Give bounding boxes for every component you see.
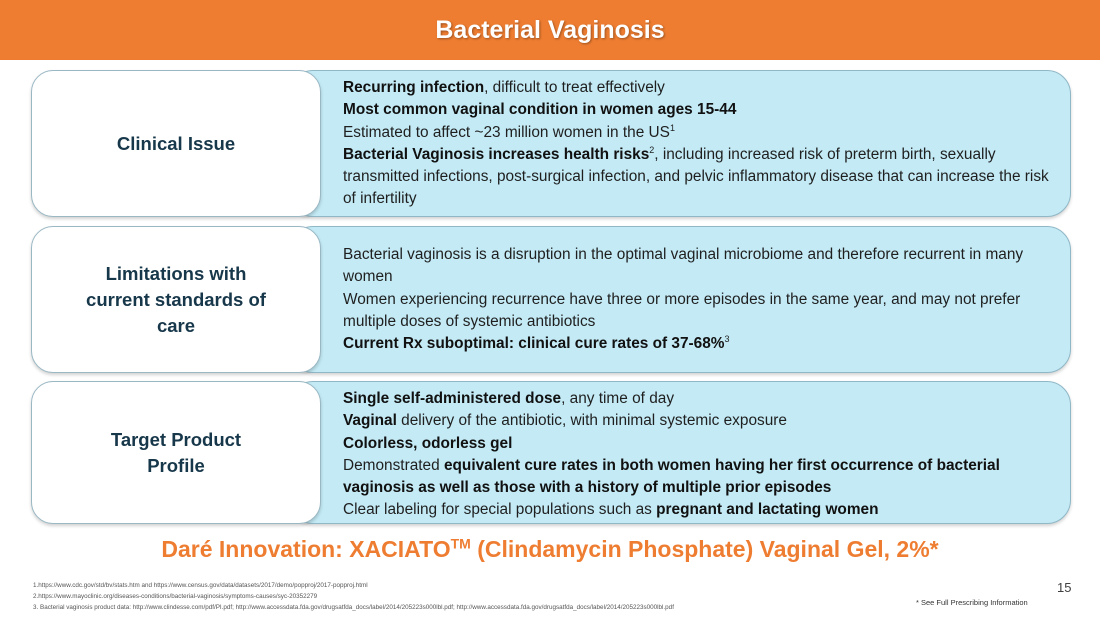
bullet-text: Bacterial vaginosis is a disruption in the optimal vaginal microbiome and therefore recurrent in many women bbox=[343, 246, 1024, 286]
bullet-text: , including increased risk of preterm birth, sexually transmitted infections, post-surgical infection, and pelvic inflammatory disease that can increase the risk of infertility bbox=[343, 145, 1049, 208]
bullet-text: , any time of day bbox=[561, 390, 675, 407]
bullet-text: Women experiencing recurrence have three or more episodes in the same year, and may not prefer multiple doses of systemic antibiotics bbox=[343, 290, 1021, 330]
bullet-text: Estimated to affect ~23 million women in the US bbox=[343, 123, 670, 141]
bullet-text: Clear labeling for special populations such as bbox=[343, 501, 657, 519]
row-limitations bbox=[31, 226, 1071, 373]
title-banner bbox=[0, 0, 1100, 60]
bullet-item bbox=[310, 99, 1060, 121]
row-label: Limitations with current standards of care bbox=[86, 262, 266, 336]
footnotes bbox=[33, 580, 893, 613]
row-label: Clinical Issue bbox=[116, 132, 236, 154]
bullet-item bbox=[310, 455, 1060, 500]
row-label: Target Product Profile bbox=[110, 428, 242, 476]
footnote: 3. Bacterial vaginosis product data: http://www.clindesse.com/pdf/PI.pdf; http://www.accessdata.fda.gov/drugsatfda_docs/label/2014/205223s000lbl.pdf; http://www.accessdata.fda.gov/drugsatfda_docs/label/2014/205223s000lbl.pdf bbox=[33, 604, 674, 611]
row-clinical-issue bbox=[31, 70, 1071, 217]
bullet-text: equivalent cure rates in both women having her first occurrence of bacterial vaginosis as well as those with a history of multiple prior episodes bbox=[343, 456, 1000, 497]
footnote: 2.https://www.mayoclinic.org/diseases-conditions/bacterial-vaginosis/symptoms-causes/syc-20352279 bbox=[33, 593, 318, 600]
label-card bbox=[31, 70, 321, 217]
bullet-item bbox=[310, 244, 1060, 289]
bullet-text: Vaginal bbox=[343, 412, 397, 430]
bullet-text: Bacterial Vaginosis increases health risks bbox=[343, 145, 650, 163]
bullet-text: Recurring infection bbox=[343, 79, 485, 96]
innovation-headline bbox=[0, 536, 1100, 563]
bullet-item bbox=[310, 289, 1060, 334]
slide-title: Bacterial Vaginosis bbox=[435, 15, 665, 44]
bullet-item bbox=[310, 144, 1060, 211]
row-target-product-profile bbox=[31, 381, 1071, 524]
bullet-list bbox=[310, 244, 1060, 355]
innovation-text-rest: (Clindamycin Phosphate) Vaginal Gel, 2%* bbox=[470, 536, 939, 562]
bullet-text: delivery of the antibiotic, with minimal systemic exposure bbox=[396, 412, 787, 430]
bullet-text: Most common vaginal condition in women ages 15-44 bbox=[343, 101, 737, 119]
footnote-ref: 1 bbox=[669, 122, 675, 133]
bullet-text: Single self-administered dose bbox=[343, 390, 562, 407]
trademark-mark: TM bbox=[450, 535, 471, 552]
bullet-list bbox=[310, 388, 1060, 522]
page-number: 15 bbox=[1057, 580, 1072, 595]
bullet-item bbox=[310, 410, 1060, 432]
label-card bbox=[31, 381, 321, 524]
content-card bbox=[289, 381, 1071, 524]
bullet-item bbox=[310, 433, 1060, 455]
bullet-item bbox=[310, 499, 1060, 521]
bullet-text: Demonstrated bbox=[343, 456, 444, 474]
bullet-item bbox=[310, 122, 1060, 144]
bullet-text: Colorless, odorless gel bbox=[343, 434, 513, 452]
prescribing-info-note: * See Full Prescribing Information bbox=[916, 598, 1028, 607]
innovation-text: Daré Innovation: XACIATO bbox=[161, 536, 451, 562]
content-card bbox=[289, 70, 1071, 217]
bullet-item bbox=[310, 388, 1060, 410]
bullet-item bbox=[310, 77, 1060, 99]
footnote-ref: 3 bbox=[724, 334, 730, 345]
footnote-ref: 2 bbox=[649, 144, 655, 155]
bullet-text: , difficult to treat effectively bbox=[484, 79, 665, 96]
footnote: 1.https://www.cdc.gov/std/bv/stats.htm and https://www.census.gov/data/datasets/2017/demo/popproj/2017-popproj.html bbox=[33, 582, 368, 589]
content-card bbox=[289, 226, 1071, 373]
label-card bbox=[31, 226, 321, 373]
bullet-item bbox=[310, 333, 1060, 355]
bullet-text: pregnant and lactating women bbox=[656, 501, 879, 519]
bullet-list bbox=[310, 77, 1060, 211]
bullet-text: Current Rx suboptimal: clinical cure rates of 37-68% bbox=[343, 335, 725, 353]
